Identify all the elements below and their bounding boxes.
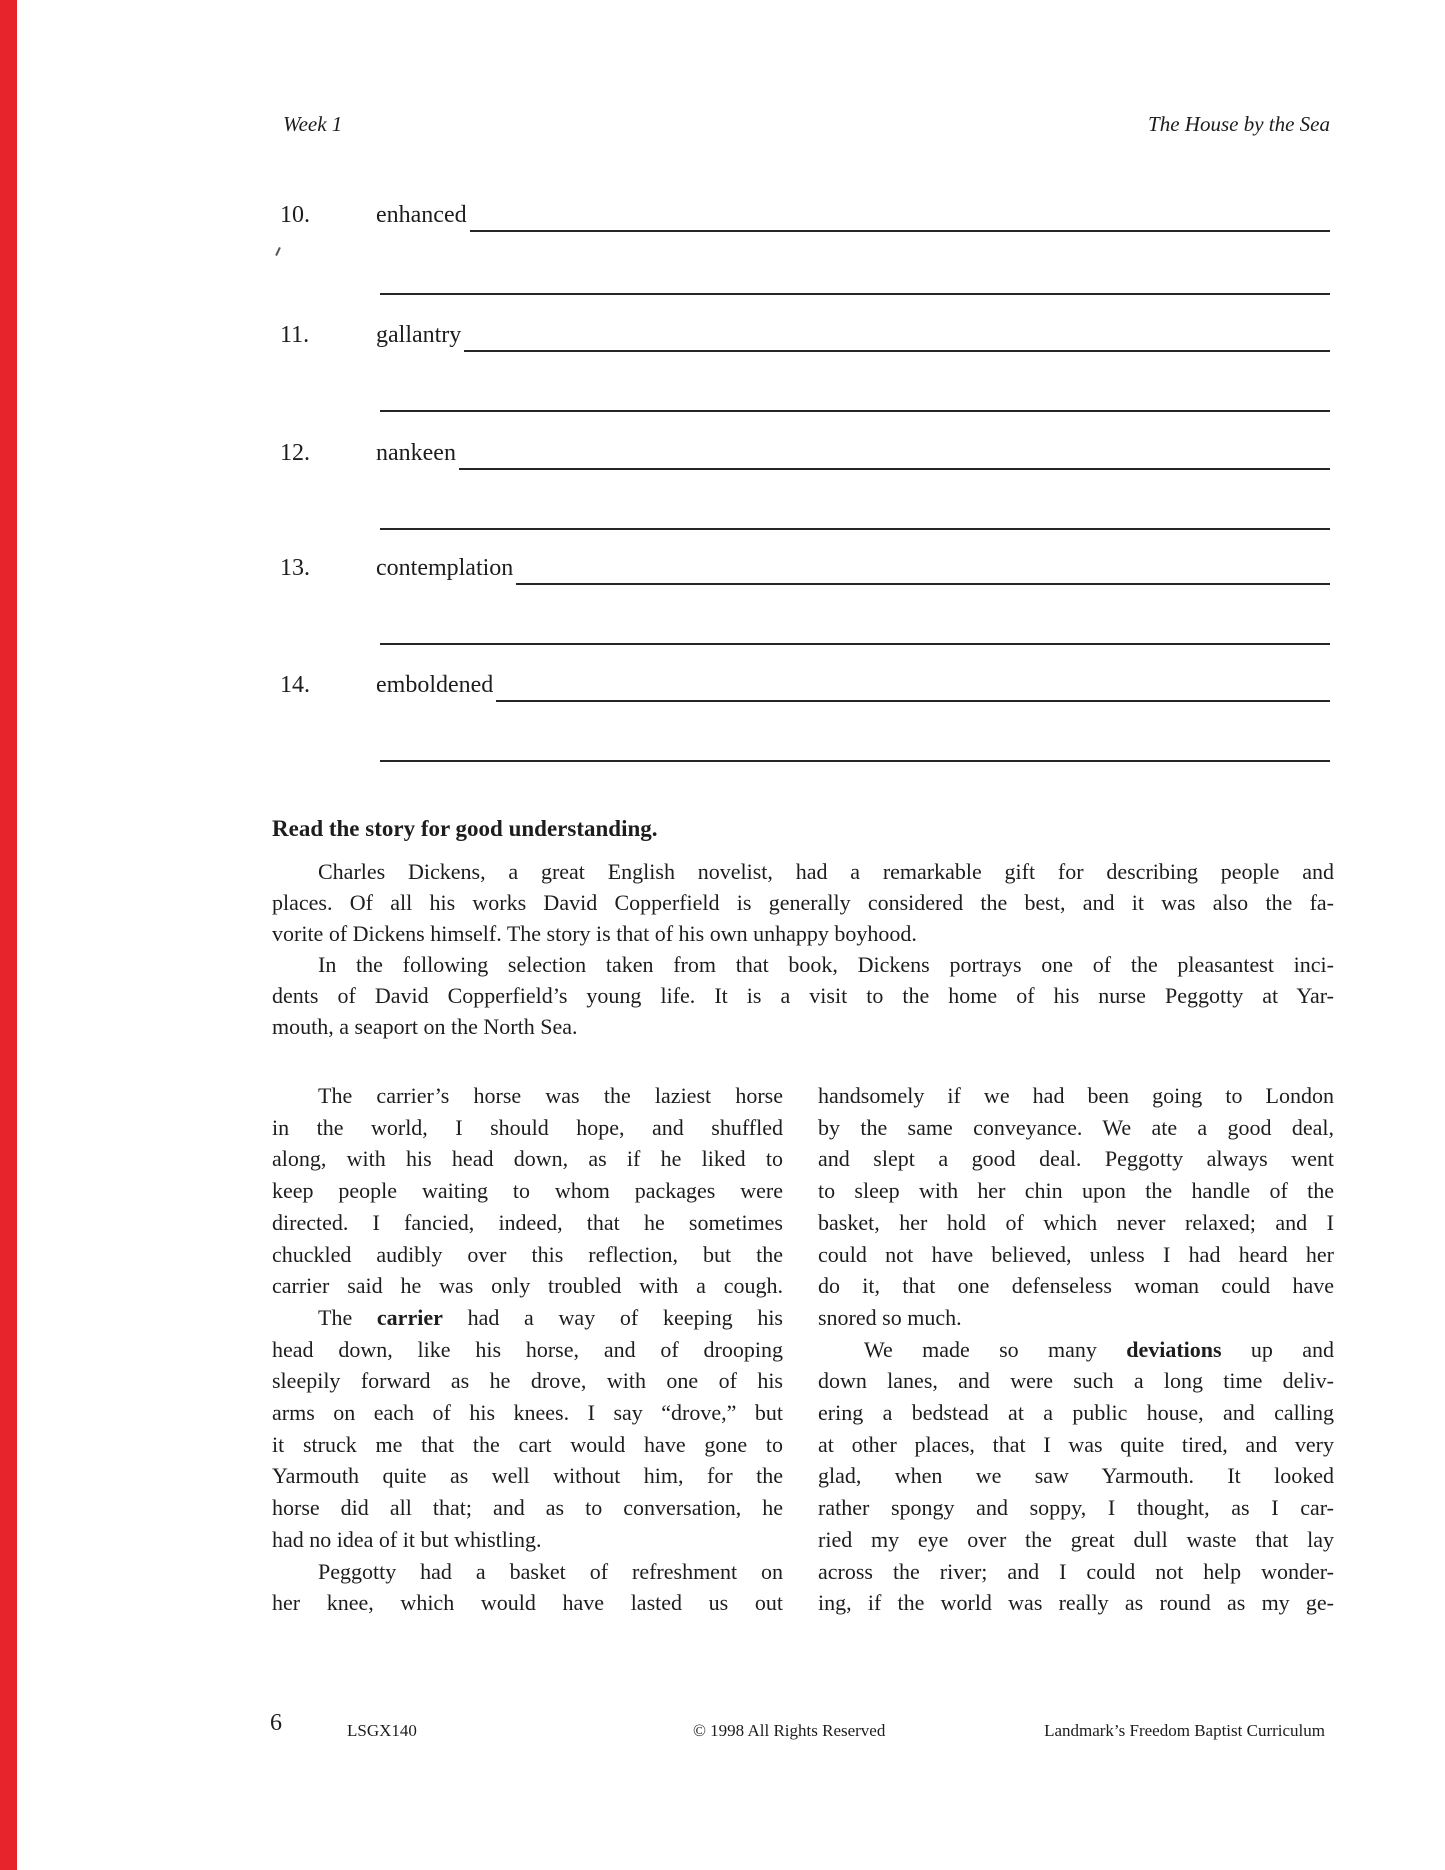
vocab-number: 12. [280,440,310,466]
intro-paragraph-2 [272,949,1334,1042]
text-line: sleepily forward as he drove, with one of his [272,1368,783,1394]
text-line: across the river; and I could not help wonder- [818,1558,1334,1584]
story-paragraph [272,1302,783,1556]
text-line: keep people waiting to whom packages were [272,1178,783,1204]
vocab-answer-blank-second-line [380,528,1330,530]
section-heading: Read the story for good understanding. [272,816,658,841]
vocab-item-14 [280,668,1330,702]
story-paragraph [818,1334,1334,1619]
text-line: rather spongy and soppy, I thought, as I car- [818,1495,1334,1521]
vocab-word: gallantry [376,322,462,348]
text-line: in the world, I should hope, and shuffled [272,1114,783,1140]
story-paragraph [272,1080,783,1302]
scan-artifact [275,247,281,256]
text-line: glad, when we saw Yarmouth. It looked [818,1463,1334,1489]
text-line: to sleep with her chin upon the handle of the [818,1178,1334,1204]
vocab-answer-blank [459,436,1330,470]
text-line: horse did all that; and as to conversation, he [272,1495,783,1521]
vocab-item-10 [280,198,1330,232]
text-line: do it, that one defenseless woman could have [818,1273,1334,1299]
text-line: by the same conveyance. We ate a good deal, [818,1114,1334,1140]
text-line: along, with his head down, as if he liked to [272,1146,783,1172]
text-line: could not have believed, unless I had heard her [818,1241,1334,1267]
vocab-item-12 [280,436,1330,470]
vocab-answer-blank-second-line [380,293,1330,295]
vocab-word: contemplation [376,555,514,581]
text-line: mouth, a seaport on the North Sea. [272,1014,578,1039]
text-line: handsomely if we had been going to London [818,1083,1334,1108]
footer-page-number: 6 [270,1710,282,1736]
story-paragraph [272,1556,783,1619]
text-line: carrier said he was only troubled with a cough. [272,1273,783,1299]
vocab-number: 14. [280,672,310,698]
text-line: The carrier’s horse was the laziest horse [318,1083,783,1108]
vocab-answer-blank [470,198,1330,232]
footer-publisher: Landmark’s Freedom Baptist Curriculum [1044,1721,1325,1740]
text-line: her knee, which would have lasted us out [272,1590,783,1616]
story-paragraph [818,1080,1334,1334]
footer-course-code: LSGX140 [347,1721,417,1740]
vocab-answer-blank [464,318,1330,352]
text-line: arms on each of his knees. I say “drove,” but [272,1400,783,1426]
vocab-item-11 [280,318,1330,352]
story-column-right [818,1080,1334,1619]
text-line: had no idea of it but whistling. [272,1526,542,1552]
story-column-left [272,1080,783,1619]
header-week-label: Week 1 [283,112,343,136]
text-line: chuckled audibly over this reflection, but the [272,1241,783,1267]
vocab-answer-blank-second-line [380,760,1330,762]
text-line: basket, her hold of which never relaxed; and I [818,1209,1334,1235]
vocab-number: 10. [280,202,310,228]
vocab-answer-blank-second-line [380,410,1330,412]
text-line: The carrier had a way of keeping his [318,1304,783,1330]
text-line: ried my eye over the great dull waste that lay [818,1526,1334,1552]
vocab-number: 13. [280,555,310,581]
header-story-title: The House by the Sea [1148,112,1330,136]
text-line: vorite of Dickens himself. The story is that of his own unhappy boyhood. [272,921,917,946]
vocab-answer-blank [496,668,1330,702]
red-binding-stripe [0,0,17,1870]
text-line: down lanes, and were such a long time deliv- [818,1368,1334,1394]
intro-paragraph-1 [272,856,1334,949]
vocab-word: emboldened [376,672,494,698]
text-line: ing, if the world was really as round as my ge- [818,1590,1334,1616]
text-line: We made so many deviations up and [864,1336,1334,1362]
vocab-item-13 [280,551,1330,585]
text-line: snored so much. [818,1304,962,1330]
text-line: In the following selection taken from that book, Dickens portrays one of the pleasantest inci- [318,952,1334,977]
text-line: and slept a good deal. Peggotty always went [818,1146,1334,1172]
text-line: ering a bedstead at a public house, and calling [818,1400,1334,1426]
text-line: it struck me that the cart would have gone to [272,1431,783,1457]
vocab-number: 11. [280,322,310,348]
vocab-answer-blank-second-line [380,643,1330,645]
vocab-word: enhanced [376,202,467,228]
text-line: Peggotty had a basket of refreshment on [318,1558,783,1584]
footer-copyright: © 1998 All Rights Reserved [693,1721,886,1740]
text-line: head down, like his horse, and of drooping [272,1336,783,1362]
text-line: at other places, that I was quite tired, and very [818,1431,1334,1457]
text-line: Charles Dickens, a great English novelist, had a remarkable gift for describing people and [318,859,1334,884]
vocab-word: nankeen [376,440,456,466]
vocab-answer-blank [516,551,1330,585]
text-line: directed. I fancied, indeed, that he sometimes [272,1209,783,1235]
text-line: Yarmouth quite as well without him, for the [272,1463,783,1489]
text-line: places. Of all his works David Copperfield is generally considered the best, and it was also the fa- [272,890,1334,915]
text-line: dents of David Copperfield’s young life. It is a visit to the home of his nurse Peggotty at Yar- [272,983,1334,1008]
